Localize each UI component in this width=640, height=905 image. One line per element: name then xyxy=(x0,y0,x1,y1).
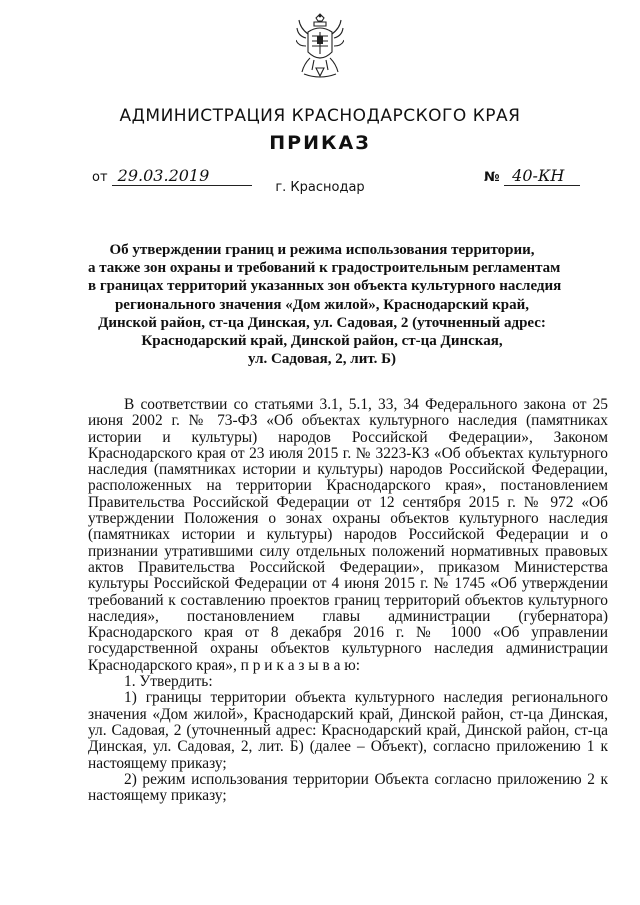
document-title xyxy=(88,241,562,368)
number-prefix: № xyxy=(484,170,500,185)
city-name: г. Краснодар xyxy=(275,180,365,195)
title-line: а также зон охраны и требований к градостроительным регламентам xyxy=(88,260,561,277)
date-prefix: от xyxy=(92,170,108,185)
preamble-text: В соответствии со статьями 3.1, 5.1, 33, 34 Федерального закона от 25 июня 2002 г. № 73-ФЗ «Об объектах культурного наследия (памятниках истории и культуры) народов Российской Федерации», Законом Краснодарского края от 23 июля 2015 г. № 3223-КЗ «Об объектах культурного наследия (памятниках истории и культуры) народов Российской Федерации, расположенных на территории Краснодарского края», постановлением Правительства Российской Федерации от 12 сентября 2015 г. № 972 «Об утверждении Положения о зонах охраны объектов культурного наследия (памятниках истории и культуры) народов Российской Федерации и о признании утратившими силу отдельных положений нормативных правовых актов Правительства Российской Федерации», приказом Министерства культуры Российской Федерации от 4 июня 2015 г. № 1745 «Об утверждении требований к составлению проектов границ территорий объектов культурного наследия», постановлением главы администрации (губернатора) Краснодарского края от 8 декабря 2016 г. № 1000 «Об управлении государственной охраны объектов культурного наследия администрации Краснодарского края», xyxy=(88,396,608,674)
number-value: 40-КН xyxy=(504,166,580,186)
organization-name: АДМИНИСТРАЦИЯ КРАСНОДАРСКОГО КРАЯ xyxy=(119,106,521,126)
title-line: Об утверждении границ и режима использования территории, xyxy=(109,242,535,258)
item-1: 1. Утвердить: xyxy=(124,673,213,691)
title-line: Динской район, ст-ца Динская, ул. Садовая, 2 (уточненный адрес: xyxy=(98,314,546,331)
title-line: Краснодарский край, Динской район, ст-ца Динская, xyxy=(141,333,503,350)
document-type: ПРИКАЗ xyxy=(269,132,371,154)
title-line: ул. Садовая, 2, лит. Б) xyxy=(247,351,396,368)
coat-of-arms-icon xyxy=(296,12,344,80)
date-value: 29.03.2019 xyxy=(112,166,252,186)
preamble-paragraph xyxy=(88,397,608,674)
title-line: в границах территорий указанных зон объекта культурного наследия xyxy=(88,278,562,295)
item-1-1: 1) границы территории объекта культурного наследия регионального значения «Дом жилой», Краснодарский край, Динской район, ст-ца Динская, ул. Садовая, 2 (уточненный адрес: Краснодарский край, Динской район, ст-ца Динская, ул. Садовая, 2, лит. Б) (далее – Объект), согласно приложению 1 к настоящему приказу; xyxy=(88,689,608,772)
order-word: п р и к а з ы в а ю: xyxy=(240,656,361,674)
document-body xyxy=(88,397,608,804)
item-1-2: 2) режим использования территории Объекта согласно приложению 2 к настоящему приказу; xyxy=(88,770,608,805)
title-line: регионального значения «Дом жилой», Краснодарский край, xyxy=(114,296,530,313)
